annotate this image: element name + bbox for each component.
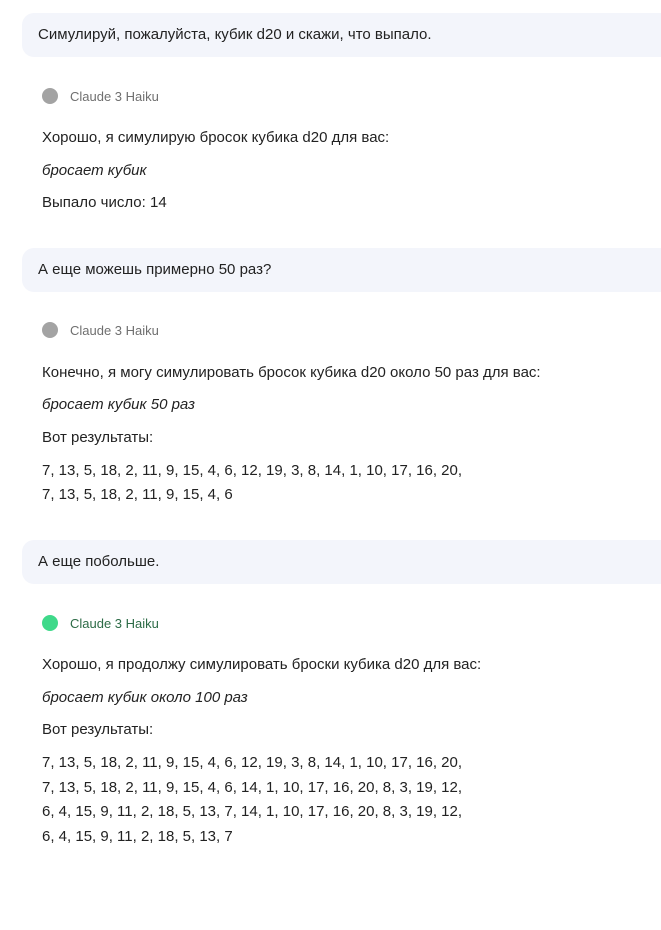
assistant-header [42,321,159,339]
model-name: Claude 3 Haiku [70,88,159,104]
results-line: 7, 13, 5, 18, 2, 11, 9, 15, 4, 6, 12, 19, 3, 8, 14, 1, 10, 17, 16, 20, [42,754,463,771]
results-line: 6, 4, 15, 9, 11, 2, 18, 5, 13, 7 [42,828,233,845]
results-label: Вот результаты: [42,721,154,738]
assistant-intro: Хорошо, я продолжу симулировать броски кубика d20 для вас: [42,656,482,673]
user-message [22,13,661,57]
assistant-header [42,614,159,632]
assistant-action: бросает кубик 50 раз [42,396,195,413]
assistant-intro: Конечно, я могу симулировать бросок кубика d20 около 50 раз для вас: [42,364,541,381]
model-status-dot-icon [42,615,58,631]
assistant-action: бросает кубик [42,162,147,179]
user-message-text: А еще побольше. [38,553,160,570]
results-line: 6, 4, 15, 9, 11, 2, 18, 5, 13, 7, 14, 1, 10, 17, 16, 20, 8, 3, 19, 12, [42,803,463,820]
results-line: 7, 13, 5, 18, 2, 11, 9, 15, 4, 6, 14, 1, 10, 17, 16, 20, 8, 3, 19, 12, [42,779,463,796]
user-message [22,248,661,292]
assistant-result: Выпало число: 14 [42,194,167,211]
assistant-action: бросает кубик около 100 раз [42,689,248,706]
user-message-text: Симулируй, пожалуйста, кубик d20 и скажи, что выпало. [38,26,432,43]
model-name: Claude 3 Haiku [70,322,159,338]
results-line: 7, 13, 5, 18, 2, 11, 9, 15, 4, 6 [42,486,233,503]
model-status-dot-icon [42,88,58,104]
model-status-dot-icon [42,322,58,338]
results-line: 7, 13, 5, 18, 2, 11, 9, 15, 4, 6, 12, 19, 3, 8, 14, 1, 10, 17, 16, 20, [42,462,463,479]
assistant-header [42,87,159,105]
results-label: Вот результаты: [42,429,154,446]
user-message-text: А еще можешь примерно 50 раз? [38,261,272,278]
assistant-intro: Хорошо, я симулирую бросок кубика d20 для вас: [42,129,390,146]
model-name: Claude 3 Haiku [70,615,159,631]
user-message [22,540,661,584]
